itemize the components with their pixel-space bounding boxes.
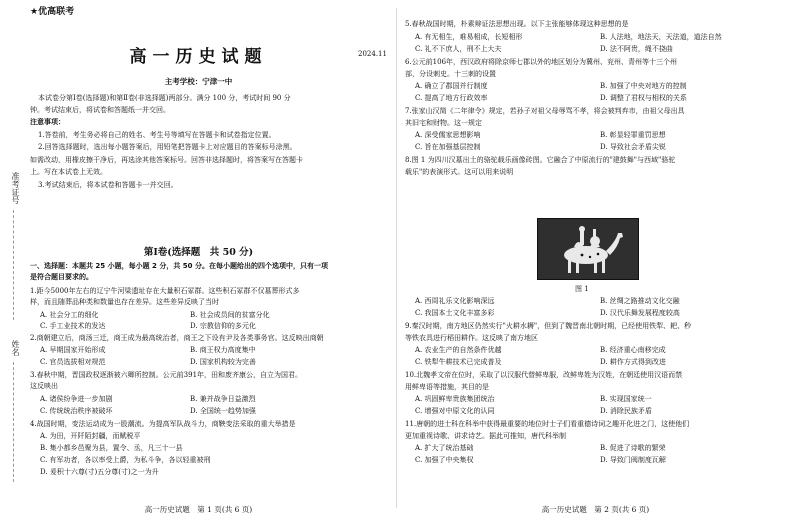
page-title: 高一历史试题 <box>129 47 268 67</box>
name-label: 姓名 <box>11 340 20 356</box>
answer-option: A. 确立了郡国并行制度 <box>415 82 488 90</box>
section-heading: 第Ⅰ卷(选择题 共 50 分) <box>143 247 254 258</box>
answer-option: C. 手工业技术的发达 <box>40 322 106 330</box>
answer-option: D. 调整了君权与相权的关系 <box>600 94 687 102</box>
answer-option: B. 兼并战争日益激烈 <box>190 395 256 403</box>
answer-option: A. 巩固鲜卑贵族集团统治 <box>415 395 495 403</box>
question-stem: 更加重视诗歌、讲求诗艺。据此可推知，唐代科举制 <box>405 432 566 440</box>
instruction-line: 2.回答选择题时，选出每小题答案后，用铅笔把答题卡上对应题目的答案标号涂黑。 <box>38 143 297 151</box>
binding-line <box>13 362 15 482</box>
question-stem: 5.春秋战国时期，朴素辩证法思想出现。以下主张能够体现这种思想的是 <box>405 20 629 28</box>
answer-option: B. 彰显轻罪重罚思想 <box>600 131 666 139</box>
exam-page-2 <box>397 0 794 518</box>
answer-option: B. 实现国家统一 <box>600 395 652 403</box>
host-school: 主考学校：宁津一中 <box>164 77 233 86</box>
answer-option: D. 耕作方式得到改进 <box>600 358 666 366</box>
answer-option: A. 农业生产的自然条件优越 <box>415 346 502 354</box>
answer-option: D. 爰积十六尊(寸)五分尊(寸)之一为升 <box>40 468 159 476</box>
answer-option: C. 有军功者，各以率受上爵，为私斗争，各以轻重被刑 <box>40 456 211 464</box>
answer-option: B. 丝绸之路推动文化交融 <box>600 297 680 305</box>
question-stem: 载乐"的表演形式。这可以用来说明 <box>405 168 514 176</box>
answer-option: B. 加强了中央对地方的控制 <box>600 82 687 90</box>
instruction-line: 如需改动，用橡皮擦干净后，再选涂其他答案标号。回答非选择题时，将答案写在答题卡 <box>30 156 303 164</box>
question-stem: 其旧宅和财物。这一规定 <box>405 119 482 127</box>
answer-option: B. 商王权力高度集中 <box>190 346 256 354</box>
question-stem: 7.张家山汉简《二年律令》规定，若孙子对祖父母辱骂不孝，将会被判弃市，由祖父母出具 <box>405 107 685 115</box>
question-stem: 部，分设刺史。十三刺的设置 <box>405 70 496 78</box>
answer-option: C. 传统统治秩序被破坏 <box>40 407 113 415</box>
answer-option: B. 经济重心南移完成 <box>600 346 666 354</box>
page-footer: 高一历史试题 第 2 页(共 6 页) <box>541 505 650 514</box>
answer-option: C. 我国本土文化丰富多彩 <box>415 309 495 317</box>
answer-option: A. 社会分工的细化 <box>40 311 99 319</box>
answer-option: D. 汉代乐舞发展程度较高 <box>600 309 680 317</box>
camel-music-brick-image <box>537 218 639 280</box>
instruction-line: 钟。考试结束后，将试卷和答题纸一并交回。 <box>30 106 170 114</box>
answer-option: D. 消除民族矛盾 <box>600 407 652 415</box>
answer-option: B. 促进了诗歌的繁荣 <box>600 444 666 452</box>
question-stem: 2.商朝建立后，商汤三迁，商王成为最高统治者，商王之下设有尹及各类事务官。这反映出商朝 <box>30 334 324 342</box>
question-stem: 这反映出 <box>30 382 58 390</box>
instruction-line: 本试卷分第Ⅰ卷(选择题)和第Ⅱ卷(非选择题)两部分。满分 100 分，考试时间 90 分 <box>38 94 291 102</box>
answer-option: C. 增强对中原文化的认同 <box>415 407 495 415</box>
answer-option: D. 法不阿贵，绳不挠曲 <box>600 45 673 53</box>
question-stem: 等铁农具进行稻田耕作。这反映了南方地区 <box>405 334 538 342</box>
answer-option: A. 早期国家开始形成 <box>40 346 106 354</box>
exam-date: 2024.11 <box>358 50 387 58</box>
question-stem: 6.公元前106年，西汉政府将除京师七郡以外的地区划分为冀州、兖州、青州等十三个州 <box>405 58 678 66</box>
question-stem: 用鲜卑语等措施，其目的是 <box>405 383 489 391</box>
instruction-line: 注意事项： <box>30 118 65 126</box>
answer-option: C. 官员选拔相对规范 <box>40 358 106 366</box>
instruction-line: 上。写在本试卷上无效。 <box>30 168 107 176</box>
answer-option: D. 导致社会矛盾尖锐 <box>600 143 666 151</box>
answer-option: A. 西周礼乐文化影响深远 <box>415 297 495 305</box>
question-stem: 1.距今5000年左右的辽宁牛河梁遗址存在大量积石冢群。这些积石冢群不仅墓葬形式多 <box>30 287 300 295</box>
question-stem: 8.图 1 为四川汉墓出土的骆驼载乐画像砖图。它融合了中原流行的"建鼓舞"与西域"骆驼 <box>405 156 676 164</box>
question-stem: 11.唐朝的进士科在科举中获得最重要的地位时士子们看重德诗词之趣开化进之门，这使他们 <box>405 420 690 428</box>
answer-option: A. 为田，开阡陌封疆，而赋税平 <box>40 432 141 440</box>
instruction-line: 1.答卷前，考生务必将自己的姓名、考生号等填写在答题卡和试卷指定位置。 <box>38 131 276 139</box>
answer-option: C. 铁犁牛耕技术已完成普及 <box>415 358 502 366</box>
question-stem: 9.秦汉时期，南方地区仍然实行"火耕水耨"，但到了魏晋南北朝时期，已经使用铁犁、耙、秒 <box>405 322 692 330</box>
question-stem: 4.战国时期，变法运动成为一股潮流。为提高军队战斗力，商鞅变法采取的重大举措是 <box>30 420 296 428</box>
answer-option: A. 扩大了统治基础 <box>415 444 474 452</box>
exam-badge: ★优高联考 <box>30 7 75 17</box>
answer-option: C. 礼不下庶人，刑不上大夫 <box>415 45 502 53</box>
section-intro-line: 一、选择题：本题共 25 小题，每小题 2 分，共 50 分。在每小题给出的四个选项中，只有一项 <box>30 262 328 270</box>
answer-option: D. 宗教信仰的多元化 <box>190 322 256 330</box>
answer-option: A. 深受儒家思想影响 <box>415 131 481 139</box>
answer-option: D. 全国统一趋势加强 <box>190 407 256 415</box>
answer-option: C. 加强了中央集权 <box>415 456 474 464</box>
answer-option: D. 导致门阀制度瓦解 <box>600 456 666 464</box>
section-intro-line: 是符合题目要求的。 <box>30 273 93 281</box>
instruction-line: 3.考试结束后，将本试卷和答题卡一并交回。 <box>38 181 178 189</box>
exam-number-label: 准考证号 <box>11 172 20 204</box>
answer-option: C. 旨在加强基层控制 <box>415 143 481 151</box>
answer-option: D. 国家机构较为完善 <box>190 358 256 366</box>
answer-option: C. 提高了地方行政效率 <box>415 94 488 102</box>
page-footer: 高一历史试题 第 1 页(共 6 页) <box>144 505 253 514</box>
question-stem: 10.北魏孝文帝在位时，采取了以汉服代替鲜卑服，改鲜卑姓为汉姓，在朝廷使用汉语而禁 <box>405 371 683 379</box>
answer-option: B. 集小都乡邑聚为县，置令、丞，凡三十一县 <box>40 444 183 452</box>
figure-caption: 图 1 <box>575 285 589 293</box>
answer-option: B. 社会成员间的贫富分化 <box>190 311 270 319</box>
question-stem: 样，而且随葬品种类和数量也存在差异。这些差异反映了当时 <box>30 298 219 306</box>
answer-option: B. 人法地，地法天，天法道，道法自然 <box>600 33 722 41</box>
answer-option: A. 诸侯纷争进一步加剧 <box>40 395 113 403</box>
binding-line <box>13 210 15 320</box>
answer-option: A. 有无相生，难易相成，长短相形 <box>415 33 523 41</box>
question-stem: 3.春秋中期，晋国政权逐渐被六卿所控制。公元前391年，田和废齐康公，自立为国君。 <box>30 371 303 379</box>
